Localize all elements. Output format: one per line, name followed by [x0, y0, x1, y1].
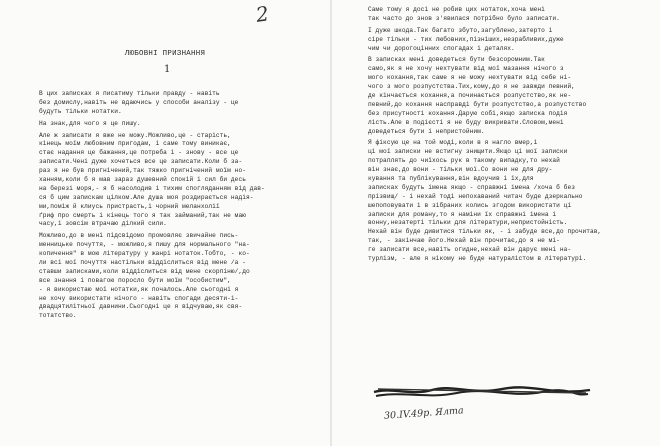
text-line: стає надання це бажання,це потреба і - знову - все це: [39, 149, 239, 157]
text-line: ся б цим запискам цілком.Але душа моя роздирається надія-: [39, 193, 254, 201]
text-line: тотатство.: [39, 312, 77, 320]
text-line: без домислу,навіть не вдаючись у способи аналізу - це: [39, 98, 239, 106]
text-line: ми,поміж й клиусь пристрасть,і чорний меланхолії: [39, 202, 220, 210]
text-line: де кінчається кохання,а починається розпустство,як не-: [368, 92, 572, 100]
text-line: він знає,до вони - тільки мої.Со вони не для дру-: [368, 166, 553, 174]
text-line: записки для роману,то я наміни їх справжні імена і: [368, 210, 557, 218]
text-line: без присутності кохання.Дарую собі,якщо записка подія: [368, 109, 568, 117]
text-line: - я використаю мої нотатки,як почалось.Але сьогодні я: [39, 285, 239, 293]
text-line: Але ж записати я вже не можу.Можливо,це - старість,: [39, 131, 231, 139]
text-line: вонну,незатерті тільки для літератури,непристойність.: [368, 219, 568, 227]
right-page: [332, 0, 660, 446]
left-page-text: [39, 90, 265, 321]
text-line: так часто до знов з'явилася потрібно було записати.: [368, 14, 560, 22]
text-line: шепоповувати і в зібраних колись згодом використати ці: [368, 201, 572, 209]
text-line: Нехай він буде дивитися тільки як, - і забуде все,до прочитав,: [368, 228, 602, 236]
text-line: Саме тому я досі не робив цих нотаток,хоча мені: [368, 6, 545, 13]
text-line: На знак,для чого я це пишу.: [39, 119, 141, 127]
document-title: ЛЮБОВНІ ПРИЗНАННЯ: [124, 50, 206, 58]
text-line: ханням,коли б я мав зараз душевний спокій і сил би десь: [39, 176, 246, 184]
text-line: так, - закінчаю його.Нехай він прочитає,до я не мі-: [368, 237, 560, 245]
section-mark: 1: [164, 64, 171, 75]
text-line: записках будуть імена якщо - справжні імена /хоча б без: [368, 183, 575, 191]
text-line: прізвищ/ - і нехай тоді непохаваний читач буде дзеркально: [368, 192, 583, 200]
text-line: Можливо,до в мені підсвідомо промовляє звичайне пись-: [39, 232, 239, 240]
text-line: само,як я не хочу нехтувати від мої мазання нічого з: [368, 65, 564, 73]
text-line: не хочу використати нічого - навіть спогади десяти-і-: [39, 294, 239, 302]
text-line: кінець моїм любовним пригодам, і саме тому виникає,: [39, 140, 231, 148]
text-line: часу,і зовсім втрачаю ділкий сили.: [39, 220, 167, 228]
text-line: ставши записками,коли віддіслиться від мене скорпіню/,до: [39, 267, 250, 275]
text-line: ґриф про смерть і кінець того я так займаний,так не маю: [39, 211, 246, 219]
text-line: турлізм, - але я нікому не буде натуралістом в літературі.: [368, 255, 587, 263]
text-line: лість.Але в подієсті я не буду викривати.Словом,мені: [368, 118, 564, 126]
text-line: записати.Чені дуже хочеться все це записати.Коли б за-: [39, 158, 243, 166]
text-line: кування та публікування,він вдоучив і їх,для: [368, 175, 534, 183]
text-line: на березі моря,- я б насолодив і тихим спогляданням від дав-: [39, 184, 265, 192]
handwritten-signature: 30.IV.49р. Ялта: [383, 405, 464, 422]
text-line: мого кохання,так саме я не можу нехтувати від себе ні-: [368, 74, 572, 82]
text-line: І дуже шкода.Так багато збуто,загублено,затерто і: [368, 26, 553, 34]
text-line: В записках мені доведеться бути безсоромним.Так: [368, 56, 545, 64]
text-line: сіре тільки - тих любовних,пізніших,незрабливих,дуже: [368, 35, 564, 43]
text-line: Я фіксую це на той моді,коли в я нагло вмер,і: [368, 139, 538, 147]
text-line: доведеться бути і непристойним.: [368, 127, 485, 135]
page-number: 2: [254, 1, 271, 27]
right-page-text: [368, 6, 601, 264]
text-line: потраплять до чиїхось рук в такому випадку,то нехай: [368, 157, 560, 165]
text-line: ці мої записки не встигну знищити.Якщо ці мої записки: [368, 148, 568, 156]
text-line: менницьке почуття, - можливо,я пишу для нормального "на-: [39, 241, 250, 249]
text-line: все знання і повагою поросло бути моїм "особистим",: [39, 276, 231, 284]
text-line: двадцятилітньої давнини.Сьогодні це я відчуваю,як свя-: [39, 303, 243, 311]
text-line: будуть тільки нотатки.: [39, 107, 122, 115]
text-line: певний,до кохання насправді бути розпустство,а розпустство: [368, 100, 587, 108]
text-line: ли всі мої почуття настільки віддіслиться від мене /а -: [39, 259, 246, 267]
text-line: чим чи дорогоцінних спогадах і деталях.: [368, 44, 515, 52]
text-line: раз я не був пригнічений,так тяжко пригнічений моїм но-: [39, 167, 246, 175]
text-line: ге записати все,навіть огидне,нехай він дарує мені на-: [368, 246, 572, 254]
text-line: чого з мого розпустства.Тих,кому,до я не завжди певний,: [368, 83, 575, 91]
text-line: копичення" в мою літературу у жанрі нотаток.Тобто, - ко-: [39, 250, 250, 258]
text-line: В цих записках я писатиму тільки правду - навіть: [39, 90, 220, 97]
